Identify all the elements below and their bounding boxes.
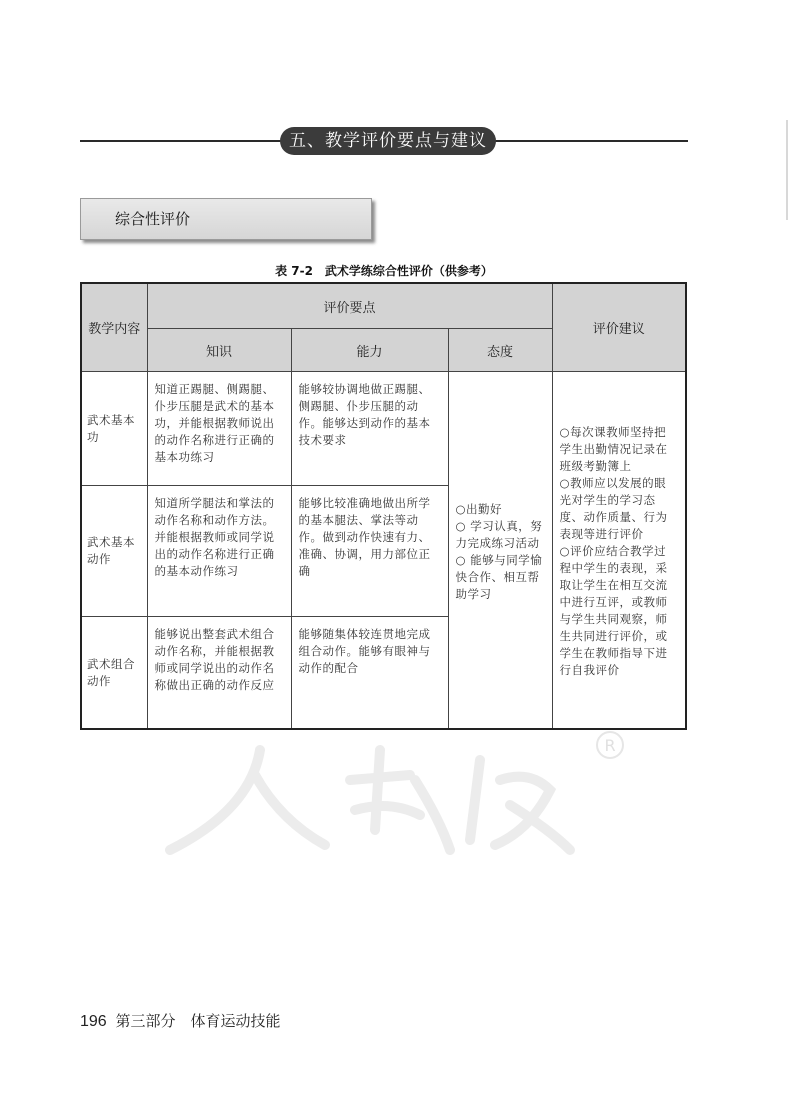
header-knowledge: 知识 [147, 329, 291, 372]
header-attitude: 态度 [448, 329, 552, 372]
row-ability: 能够比较准确地做出所学的基本腿法、掌法等动作。做到动作快速有力、准确、协调，用力部位正确 [291, 486, 448, 617]
header-points: 评价要点 [147, 283, 552, 329]
row-knowledge: 知道正踢腿、侧踢腿、仆步压腿是武术的基本功，并能根据教师说出的动作名称进行正确的基本功练习 [147, 372, 291, 486]
publisher-watermark [150, 720, 650, 870]
section-title: 五、教学评价要点与建议 [280, 127, 496, 155]
row-content: 武术组合动作 [81, 617, 147, 730]
row-content: 武术基本动作 [81, 486, 147, 617]
header-content: 教学内容 [81, 283, 147, 372]
footer-part-title: 第三部分 体育运动技能 [115, 1012, 281, 1030]
subsection-title: 综合性评价 [115, 210, 191, 228]
header-suggestion: 评价建议 [552, 283, 686, 372]
page-edge-shadow [786, 120, 788, 220]
svg-text:R: R [604, 736, 616, 755]
attitude-cell: ○出勤好 ○ 学习认真，努力完成练习活动 ○ 能够与同学愉快合作、相互帮助学习 [448, 372, 552, 730]
subsection-box [80, 198, 372, 240]
suggestion-cell: ○每次课教师坚持把学生出勤情况记录在班级考勤簿上 ○教师应以发展的眼光对学生的学习态度、动作质量、行为表现等进行评价 ○评价应结合教学过程中学生的表现，采取让学生在相互交流中进行互评，或教师与学生共同观察，师生共同进行评价，或学生在教师指导下进行自我评价 [552, 372, 686, 730]
row-knowledge: 知道所学腿法和掌法的动作名称和动作方法。并能根据教师或同学说出的动作名称进行正确的基本动作练习 [147, 486, 291, 617]
header-ability: 能力 [291, 329, 448, 372]
evaluation-table [80, 282, 687, 730]
page-number: 196 [80, 1013, 107, 1030]
row-ability: 能够较协调地做正踢腿、侧踢腿、仆步压腿的动作。能够达到动作的基本技术要求 [291, 372, 448, 486]
table-caption: 表 7-2 武术学练综合性评价（供参考） [275, 264, 493, 278]
table-row [81, 372, 686, 486]
page-footer [80, 1010, 281, 1031]
row-ability: 能够随集体较连贯地完成组合动作。能够有眼神与动作的配合 [291, 617, 448, 730]
row-content: 武术基本功 [81, 372, 147, 486]
row-knowledge: 能够说出整套武术组合动作名称，并能根据教师或同学说出的动作名称做出正确的动作反应 [147, 617, 291, 730]
